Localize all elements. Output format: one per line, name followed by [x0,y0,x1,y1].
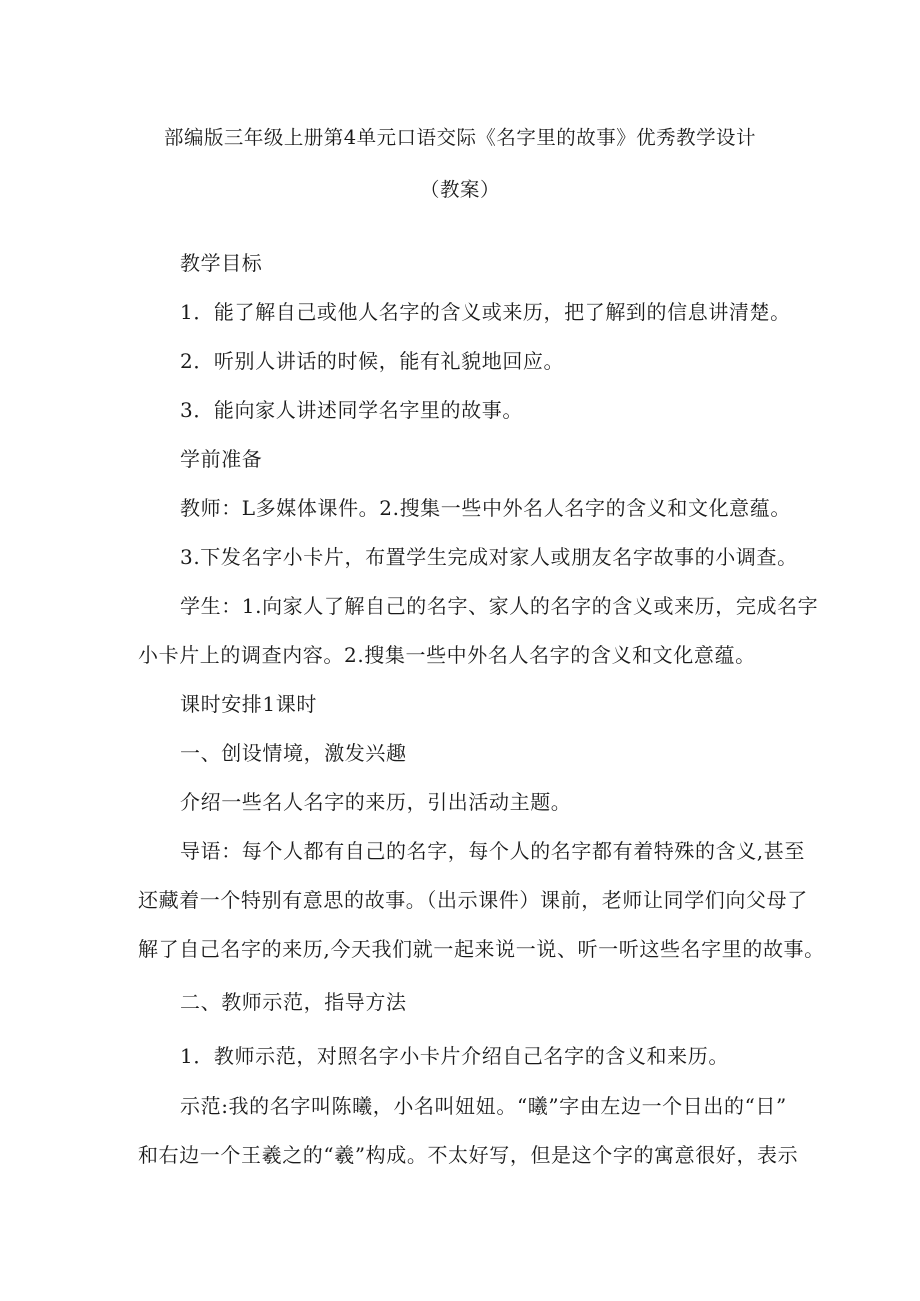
paragraph-line: 1．教师示范，对照名字小卡片介绍自己名字的含义和来历。 [180,1044,729,1068]
paragraph-line: 3.下发名字小卡片，布置学生完成对家人或朋友名字故事的小调查。 [180,545,798,569]
paragraph-line: 教师：L多媒体课件。2.搜集一些中外名人名字的含义和文化意蕴。 [180,496,791,520]
section-heading-part-one: 一、创设情境，激发兴趣 [180,741,407,765]
objective-item: 2．听别人讲话的时候，能有礼貌地回应。 [180,349,565,373]
objective-item: 1．能了解自己或他人名字的含义或来历，把了解到的信息讲清楚。 [180,300,791,324]
section-heading-schedule: 课时安排1课时 [180,692,317,716]
paragraph-line: 小卡片上的调查内容。2.搜集一些中外名人名字的含义和文化意蕴。 [138,643,756,667]
document-subtitle: （教案） [420,178,500,201]
paragraph-line: 导语：每个人都有自己的名字，每个人的名字都有着特殊的含义,甚至 [180,839,805,863]
paragraph-line: 和右边一个王羲之的“羲”构成。不太好写，但是这个字的寓意很好，表示 [138,1143,799,1167]
objective-item: 3．能向家人讲述同学名字里的故事。 [180,398,523,422]
paragraph-line: 示范:我的名字叫陈曦，小名叫妞妞。“曦”字由左边一个日出的“日” [180,1094,787,1118]
document-title: 部编版三年级上册第4单元口语交际《名字里的故事》优秀教学设计 [164,126,756,149]
paragraph-line: 学生：1.向家人了解自己的名字、家人的名字的含义或来历，完成名字 [180,594,819,618]
paragraph-line: 解了自己名字的来历,今天我们就一起来说一说、听一听这些名字里的故事。 [138,937,825,961]
section-heading-objectives: 教学目标 [180,251,263,275]
paragraph-line: 还藏着一个特别有意思的故事。（出示课件）课前，老师让同学们向父母了 [138,888,808,912]
section-heading-preparation: 学前准备 [180,447,263,471]
paragraph-line: 介绍一些名人名字的来历，引出活动主题。 [180,790,572,814]
section-heading-part-two: 二、教师示范，指导方法 [180,990,407,1014]
